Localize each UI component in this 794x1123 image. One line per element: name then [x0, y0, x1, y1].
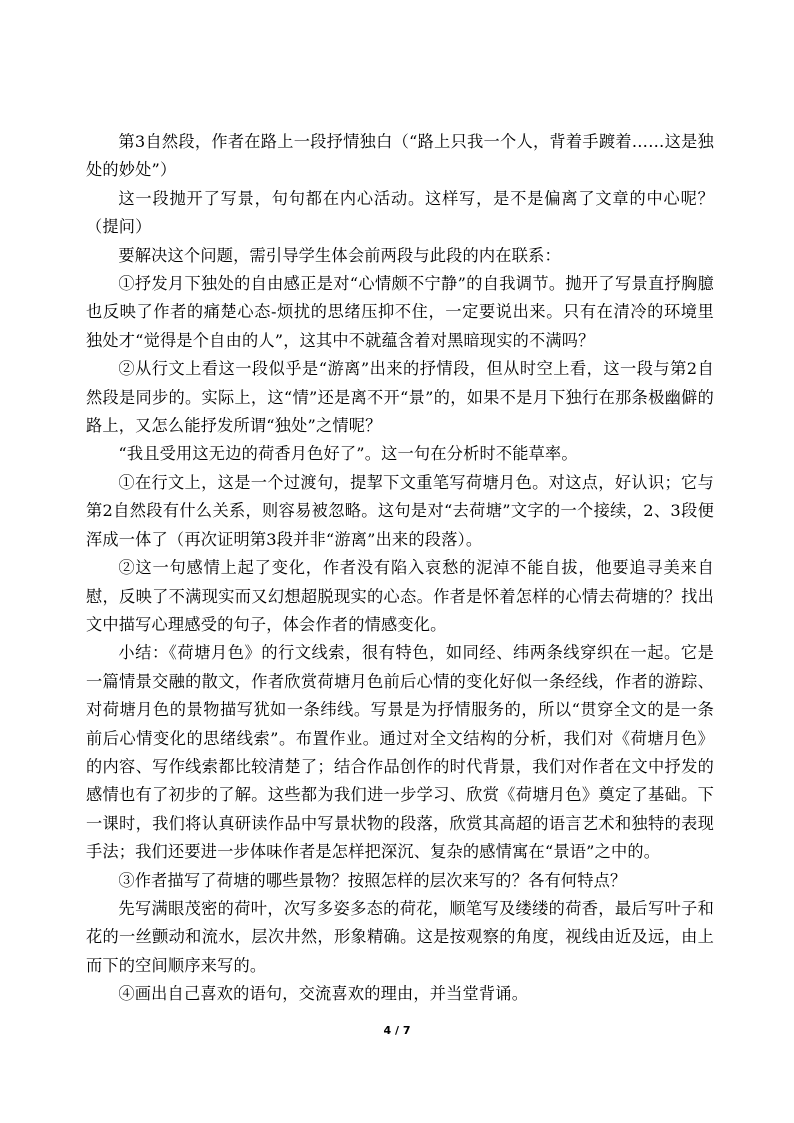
page-number: 4 / 7	[383, 1024, 411, 1037]
paragraph-12: ④画出自己喜欢的语句，交流喜欢的理由，并当堂背诵。	[118, 984, 529, 1004]
paragraph-8: ②这一句感情上起了变化，作者没有陷入哀愁的泥淖不能自拔，他要追寻美来自慰，反映了不满现实而又幻想超脱现实的心态。作者是怀着怎样的心情去荷塘的？找出文中描写心理感受的句子，体会作者的情感变化。	[86, 558, 714, 634]
document-body	[86, 128, 714, 1009]
paragraph-4: ①抒发月下独处的自由感正是对“心情颇不宁静”的自我调节。抛开了写景直抒胸臆也反映了作者的痛楚心态-烦扰的思绪压抑不住，一定要说出来。只有在清冷的环境里独处才“觉得是个自由的人”，这其中不就蕴含着对黑暗现实的不满吗？	[86, 274, 714, 350]
paragraph-6: “我且受用这无边的荷香月色好了”。这一句在分析时不能草率。	[118, 444, 578, 464]
paragraph-2: 这一段抛开了写景，句句都在内心活动。这样写，是不是偏离了文章的中心呢？（提问）	[86, 188, 714, 237]
paragraph-10: ③作者描写了荷塘的哪些景物？按照怎样的层次来写的？各有何特点？	[118, 870, 627, 890]
paragraph-3: 要解决这个问题，需引导学生体会前两段与此段的内在联系：	[118, 245, 561, 265]
paragraph-5: ②从行文上看这一段似乎是“游离”出来的抒情段，但从时空上看，这一段与第2自然段是同步的。实际上，这“情”还是离不开“景”的，如果不是月下独行在那条极幽僻的路上，又怎么能抒发所谓“独处”之情呢？	[86, 359, 714, 436]
paragraph-1: 第3自然段，作者在路上一段抒情独白（“路上只我一个人，背着手踱着……这是独处的妙处”）	[86, 132, 714, 180]
paragraph-11: 先写满眼茂密的荷叶，次写多姿多态的荷花，顺笔写及缕缕的荷香，最后写叶子和花的一丝颤动和流水，层次井然，形象精确。这是按观察的角度，视线由近及远，由上而下的空间顺序来写的。	[86, 898, 714, 975]
paragraph-9: 小结：《荷塘月色》的行文线索，很有特色，如同经、纬两条线穿织在一起。它是一篇情景交融的散文，作者欣赏荷塘月色前后心情的变化好似一条经线，作者的游踪、对荷塘月色的景物描写犹如一条纬线。写景是为抒情服务的，所以“贯穿全文的是一条前后心情变化的思绪线索”。布置作业。通过对全文结构的分析，我们对《荷塘月色》的内容、写作线索都比较清楚了；结合作品创作的时代背景，我们对作者在文中抒发的感情也有了初步的了解。这些都为我们进一步学习、欣赏《荷塘月色》奠定了基础。下一课时，我们将认真研读作品中写景状物的段落，欣赏其高超的语言艺术和独特的表现手法；我们还要进一步体味作者是怎样把深沉、复杂的感情寓在“景语”之中的。	[86, 643, 714, 862]
paragraph-7: ①在行文上，这是一个过渡句，提挈下文重笔写荷塘月色。对这点，好认识；它与第2自然段有什么关系，则容易被忽略。这句是对“去荷塘”文字的一个接续，2、3段便浑成一体了（再次证明第3段并非“游离”出来的段落）。	[86, 472, 714, 549]
